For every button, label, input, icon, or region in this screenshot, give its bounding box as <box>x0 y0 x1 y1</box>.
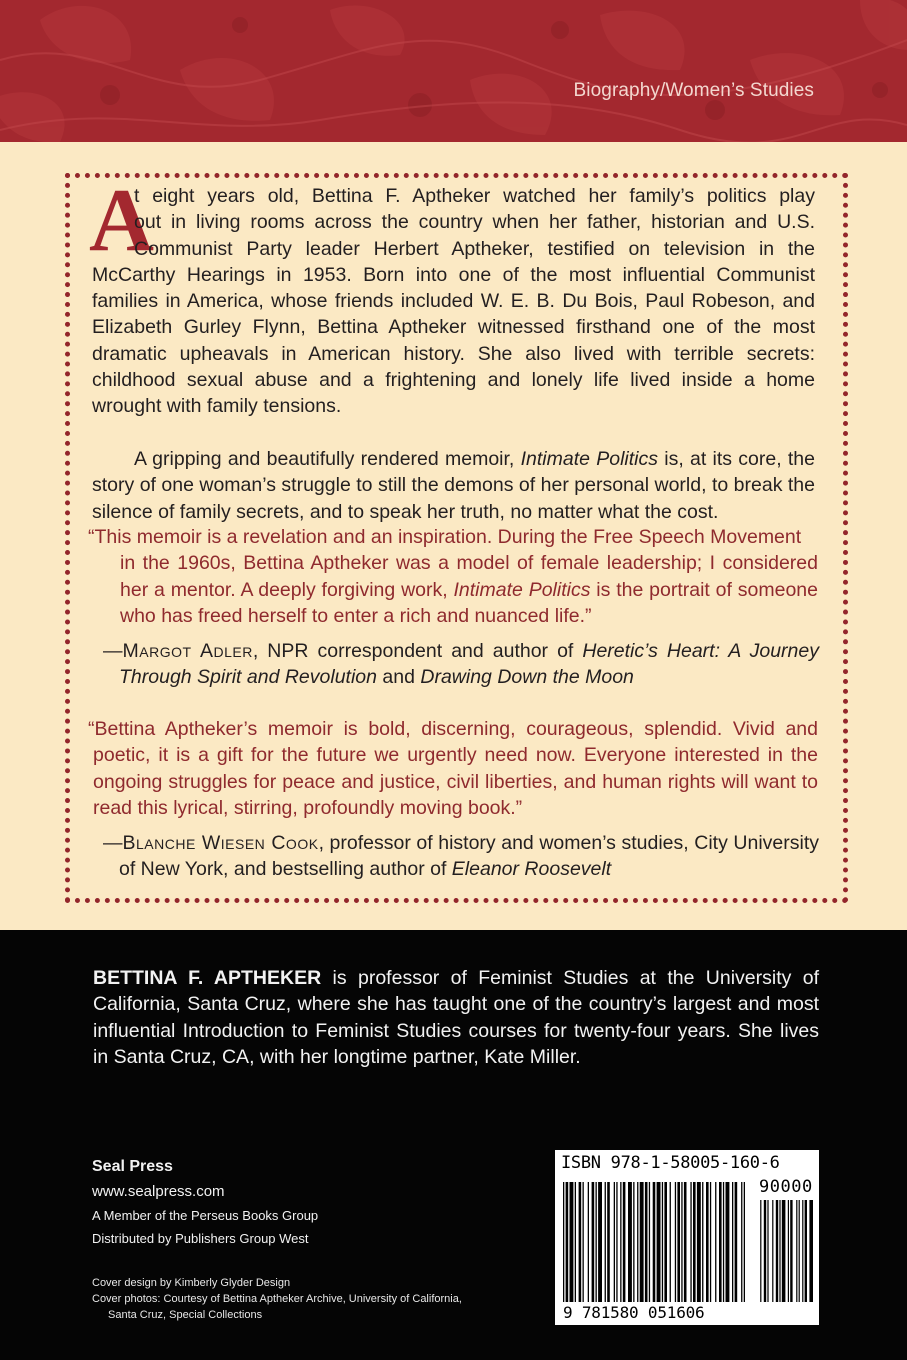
conjunction: and <box>377 666 421 689</box>
barcode-bar <box>649 1182 650 1302</box>
barcode-bar <box>583 1182 584 1302</box>
price-code: 90000 <box>759 1177 813 1197</box>
quote-1-book-1: Heretic’s Heart: A Journey Through Spirit and Revolution <box>119 640 819 689</box>
publisher-name: Seal Press <box>92 1158 173 1175</box>
isbn-text: ISBN 978-1-58005-160-6 <box>561 1153 780 1173</box>
addon-bar <box>779 1200 780 1302</box>
addon-bar <box>799 1200 800 1302</box>
barcode-bar <box>575 1182 576 1302</box>
addon-bar <box>764 1200 766 1302</box>
barcode-bar <box>620 1182 621 1302</box>
addon-bar <box>782 1200 786 1302</box>
quote-1-text-a: in the 1960s, Bettina Aptheker was a model of female leadership; I considered her a mentor. A deeply forgiving work, <box>120 552 818 601</box>
barcode-bar <box>588 1182 589 1302</box>
floral-pattern <box>0 0 907 142</box>
blurb-paragraph-1 <box>92 183 815 420</box>
barcode-bar <box>693 1182 696 1302</box>
addon-bar <box>796 1200 797 1302</box>
blurb-book-title: Intimate Politics <box>520 448 658 470</box>
barcode-bar <box>684 1182 687 1302</box>
barcode-bar <box>744 1182 745 1302</box>
quote-1-attribution <box>103 638 819 691</box>
barcode-bar <box>623 1182 626 1302</box>
barcode-bars <box>559 1178 815 1304</box>
barcode-bar <box>723 1182 724 1302</box>
barcode-bar <box>681 1182 682 1302</box>
quote-2-author-desc: , professor of history and women’s studies, City University of New York, and bestselling author of <box>119 832 819 881</box>
barcode-bar <box>664 1182 667 1302</box>
bio-author-name: BETTINA F. APTHEKER <box>93 967 322 989</box>
barcode-bar <box>715 1182 716 1302</box>
bio-text: is professor of Feminist Studies at the University of California, Santa Cruz, where she has taught one of the country’s largest and most influential Introduction to Feminist Studies courses for twenty-four years. She lives in Santa Cruz, CA, with her longtime partner, Kate Miller. <box>93 967 820 1068</box>
quote-2-author: Blanche Wiesen Cook <box>122 832 319 854</box>
barcode-bar <box>633 1182 634 1302</box>
credit-photos-cont: Santa Cruz, Special Collections <box>108 1309 263 1321</box>
cover-credits <box>92 1275 532 1323</box>
quote-2-text: “Bettina Aptheker’s memoir is bold, discerning, courageous, splendid. Vivid and poetic, it is a gift for the future we urgently need now. Everyone interested in the ongoing struggles for peace and justice, civil liberties, and human rights will want to read this lyrical, stirring, profoundly moving book.” <box>88 718 818 819</box>
addon-bar <box>802 1200 803 1302</box>
blurb-para1-rest: McCarthy Hearings in 1953. Born into one of the most influential Communist families in America, whose friends included W. E. B. Du Bois, Paul Robeson, and Elizabeth Gurley Flynn, Bettina Aptheker witnessed firsthand one of the most dramatic upheavals in American history. She also lived with terrible secrets: childhood sexual abuse and a frightening and lonely life lived inside a home wrought with family tensions. <box>92 263 815 418</box>
quote-2-book: Eleanor Roosevelt <box>451 858 612 881</box>
barcode-bar <box>732 1182 733 1302</box>
quote-1-book-2: Drawing Down the Moon <box>420 666 634 689</box>
barcode <box>555 1150 819 1325</box>
quote-2-attribution <box>103 830 819 883</box>
barcode-bar <box>614 1182 615 1302</box>
top-band <box>0 0 907 142</box>
blurb-paragraph-2 <box>92 446 815 525</box>
quote-2 <box>88 716 818 821</box>
addon-bar <box>788 1200 789 1302</box>
blurb-line-1: t eight years old, Bettina F. Aptheker watched her family’s politics play <box>134 185 815 207</box>
barcode-bar <box>592 1182 595 1302</box>
addon-bar <box>809 1200 813 1302</box>
barcode-bar <box>675 1182 676 1302</box>
quote-1-author: Margot Adler <box>122 640 253 662</box>
barcode-bar <box>605 1182 606 1302</box>
dash: — <box>103 832 123 854</box>
barcode-bar <box>637 1182 638 1302</box>
publisher-distributor: Distributed by Publishers Group West <box>92 1231 309 1246</box>
barcode-bar <box>741 1182 742 1302</box>
publisher-member: A Member of the Perseus Books Group <box>92 1208 319 1223</box>
addon-bar <box>776 1200 778 1302</box>
quote-1 <box>88 524 818 629</box>
barcode-bar <box>596 1182 597 1302</box>
publisher-website: www.sealpress.com <box>92 1183 225 1200</box>
barcode-bar <box>710 1182 711 1302</box>
author-bio <box>93 965 819 1070</box>
addon-bar <box>772 1200 773 1302</box>
barcode-bar <box>616 1182 617 1302</box>
addon-bar <box>805 1200 807 1302</box>
credit-photos: Cover photos: Courtesy of Bettina Aptheker Archive, University of California, <box>92 1293 462 1305</box>
barcode-bar <box>628 1182 632 1302</box>
quote-1-text-b: is the portrait of someone who has freed herself to enter a rich and nuanced life.” <box>120 578 818 627</box>
barcode-bar <box>579 1182 582 1302</box>
barcode-bar <box>735 1182 738 1302</box>
barcode-bar <box>653 1182 656 1302</box>
addon-bar <box>790 1200 792 1302</box>
barcode-bar <box>670 1182 671 1302</box>
barcode-bar <box>697 1182 701 1302</box>
credit-design: Cover design by Kimberly Glyder Design <box>92 1277 291 1289</box>
drop-cap: A <box>89 171 154 270</box>
ean-digits: 9 781580 051606 <box>563 1303 705 1322</box>
barcode-bar <box>662 1182 663 1302</box>
barcode-bar <box>719 1182 722 1302</box>
barcode-bar <box>640 1182 644 1302</box>
barcode-bar <box>598 1182 602 1302</box>
barcode-bar <box>570 1182 574 1302</box>
quote-1-author-desc: , NPR correspondent and author of <box>252 640 583 662</box>
category-label: Biography/Women’s Studies <box>573 80 814 101</box>
barcode-bar <box>645 1182 648 1302</box>
barcode-bar <box>690 1182 691 1302</box>
barcode-bar <box>726 1182 730 1302</box>
barcode-bar <box>677 1182 680 1302</box>
blurb-para2-start: A gripping and beautifully rendered memoir, <box>134 448 521 470</box>
barcode-bar <box>563 1182 564 1302</box>
blurb-para2-end: is, at its core, the story of one woman’s struggle to still the demons of her personal world, to break the silence of family secrets, and to speak her truth, no matter what the cost. <box>92 448 815 523</box>
blurb-line-2: out in living rooms across the country when her father, historian and U.S. <box>134 211 815 234</box>
quote-1-first-line: “This memoir is a revelation and an inspiration. During the Free Speech Movement <box>88 526 802 548</box>
barcode-bar <box>566 1182 569 1302</box>
barcode-bar <box>706 1182 709 1302</box>
barcode-bar <box>657 1182 661 1302</box>
blurb-line-3: Communist Party leader Herbert Aptheker, testified on television in the <box>134 237 815 260</box>
addon-bar <box>767 1200 768 1302</box>
dash: — <box>103 640 123 662</box>
barcode-bar <box>702 1182 703 1302</box>
barcode-bar <box>607 1182 610 1302</box>
quote-1-title: Intimate Politics <box>453 578 591 601</box>
addon-bar <box>760 1200 761 1302</box>
